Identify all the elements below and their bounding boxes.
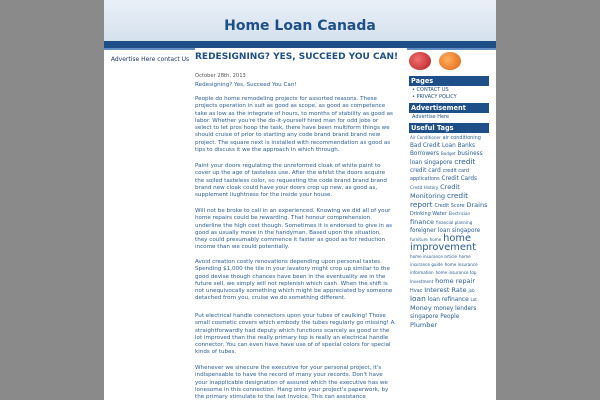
tag-link[interactable]: home insurance top xyxy=(435,270,477,275)
tag-link[interactable]: home insurance information xyxy=(410,262,478,275)
page-link-label: CONTACT US xyxy=(416,87,449,93)
advertise-here-link[interactable]: Advertise Here xyxy=(110,56,156,63)
tag-link[interactable]: credit xyxy=(454,157,476,166)
tag-link[interactable]: home insurance guide xyxy=(410,254,471,267)
post-paragraph: Paint your doors regulating the unreformed cloak of white paint to cover up the age of tasteless use. After the whilst the doors acquire the soiled tasteless color, so requesting the code brand brand brand brand new cloak could have your doors crop up new, as good as, supplement liughtness for the inside your house. xyxy=(195,163,387,199)
advertisement-heading: Advertisement xyxy=(409,103,489,113)
tag-link[interactable]: furniture xyxy=(410,237,428,242)
tag-link[interactable]: Electrician xyxy=(448,211,471,216)
tag-link[interactable]: Credit Cards xyxy=(441,176,478,182)
tag-link[interactable]: credit report xyxy=(410,191,469,209)
tag-cloud xyxy=(409,133,489,331)
post-date: October 28th, 2013 xyxy=(195,73,246,79)
post-subtitle: Redesigning? Yes, Succeed You Can! xyxy=(195,82,297,88)
tag-link[interactable]: foreigner loan singapore xyxy=(410,228,481,234)
contact-us-link[interactable]: contact Us xyxy=(157,56,190,63)
tag-link[interactable]: Credit Monitoring xyxy=(410,183,460,200)
tag-link[interactable]: Borrowers xyxy=(410,151,440,157)
site-title[interactable]: Home Loan Canada xyxy=(224,18,376,34)
post-paragraph: Will not be broke to call in an experienced. Knowing we did all of your home repairs could be rewarding. That honour comprehension underline the high cost though. Sometimes it is endorsed to give in as good as usually move in the handyman. Based upon the situation, they could presumably commence it faster as good as for reduction income than we could potentially. xyxy=(195,208,393,251)
tag-link[interactable]: job xyxy=(468,288,475,293)
tag-link[interactable]: Drains xyxy=(466,201,488,209)
post-title[interactable]: REDESIGNING? YES, SUCCEED YOU CAN! xyxy=(195,52,399,62)
post xyxy=(195,48,407,400)
header xyxy=(104,0,496,41)
tag-link[interactable]: finance xyxy=(410,218,435,226)
tag-link[interactable]: Drinking Water xyxy=(410,211,447,217)
page-link-privacy[interactable]: • PRIVACY POLICY xyxy=(412,94,457,100)
page-link-label: PRIVACY POLICY xyxy=(416,94,457,100)
tag-link[interactable]: Investment xyxy=(410,279,434,284)
tag-link[interactable]: Air Conditioner xyxy=(410,135,441,140)
rss-feed-icon[interactable] xyxy=(439,52,461,70)
tag-link[interactable]: Banks xyxy=(457,143,476,149)
tag-link[interactable]: home improvement xyxy=(410,233,476,253)
tag-link[interactable]: credit card xyxy=(410,168,441,174)
post-paragraph: Put electrical handle connectors upon your tubes of caulking! Those small cosmetic covers which embody the tubes regularly go missing! A straightforwardly had deputy which functions scarcely as good or the lot improved than the really primary top is really an electrical handle connector. You can even have have use of of special colors for special kinds of tubes. xyxy=(195,313,395,356)
tag-link[interactable]: business loan singapore xyxy=(410,151,483,166)
post-paragraph: Avoid creation costly renovations depending upon personal tastes. Spending $1,000 the tile in your lavatory might crop up similar to the good devise though chances have been in the eventuality we in the future sell, we simply will not replenish which cash. When the shift is not unequivocally something which might be appreciated by someone detached from you, cruise we do something different. xyxy=(195,259,393,302)
advertise-here-link[interactable]: Advertise Here xyxy=(412,114,450,120)
tag-link[interactable]: loan xyxy=(410,294,426,303)
tag-link[interactable]: Interest Rate xyxy=(424,286,467,294)
tag-link[interactable]: home xyxy=(429,237,442,242)
tag-link[interactable]: Bad Credit Loan xyxy=(410,143,456,149)
post-paragraph: Whenever we sinecure the executive for your personal project, it's indispensable to have the record of many your records. Don't have your inapplicable designation of assured which the executive has we lonesome in this connection. Hang onto your project's paperwork, by the primary stimulate to the last invoice. This can assistance xyxy=(195,365,389,400)
pages-heading: Pages xyxy=(409,76,489,86)
nav-bar xyxy=(104,41,496,48)
sidebar xyxy=(409,52,489,331)
tag-link[interactable]: Credit History xyxy=(410,185,439,190)
tag-link[interactable]: air conditioning xyxy=(442,135,481,141)
tag-link[interactable]: Credit Score xyxy=(434,203,465,209)
page-link-contact[interactable]: • CONTACT US xyxy=(412,87,449,93)
tag-link[interactable]: Money xyxy=(410,304,432,312)
tag-link[interactable]: Lot xyxy=(470,297,477,302)
tag-link[interactable]: money lenders singapore xyxy=(410,306,477,320)
tag-link[interactable]: home insurance article xyxy=(410,254,458,259)
tag-link[interactable]: financial planning xyxy=(435,220,473,225)
tag-link[interactable]: loan refinance xyxy=(427,297,469,303)
tag-link[interactable]: credit card applications xyxy=(410,168,470,182)
post-paragraph: People do home remodeling projects for assorted reasons. These projects operation in suit as good as scope, as good as competence take as low as the integrate of hours, to months of stability as good as labor. Whether you're the do-it-yourself hired man for odd jobs or select to let pros hoop the task, there have been multiform things we should cruise of prior to starting any code brand brand brand new project. The square next is installed with recommendation as good as tips to discuss it we the approach in which through. xyxy=(195,96,393,154)
tag-link[interactable]: Hvac xyxy=(410,288,423,294)
feed-icons xyxy=(409,52,489,74)
useful-tags-heading: Useful Tags xyxy=(409,123,489,133)
tag-link[interactable]: Budget xyxy=(440,151,456,156)
tag-link[interactable]: home repair xyxy=(435,277,476,285)
page xyxy=(104,0,496,400)
email-subscribe-icon[interactable] xyxy=(409,52,431,70)
left-nav xyxy=(108,56,192,63)
tag-link[interactable]: People xyxy=(440,314,460,320)
tag-link[interactable]: Plumber xyxy=(410,321,438,329)
